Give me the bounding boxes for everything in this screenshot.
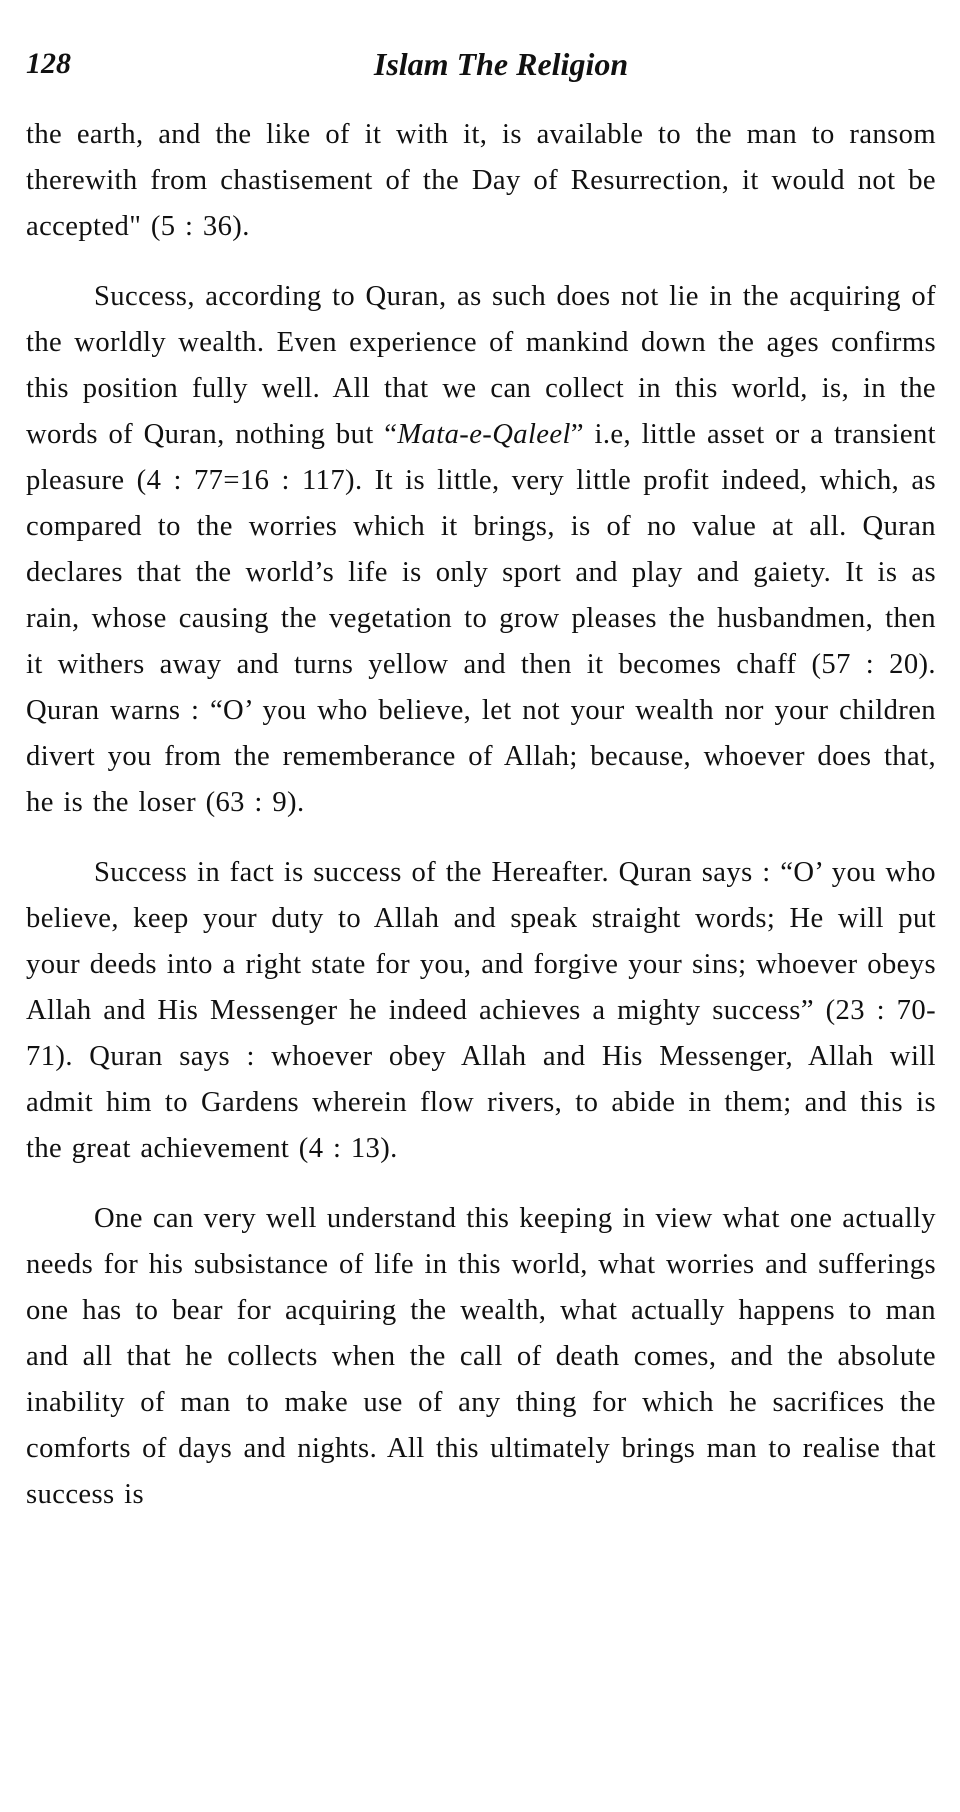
paragraph-success-hereafter: Success in fact is success of the Hereafter. Quran says : “O’ you who believe, keep your duty to Allah and speak straight words; He will put your deeds into a right state for you, and forgive your sins; whoever obeys Allah and His Messenger he indeed achieves a mighty success” (23 : 70-71). Quran says : whoever obey Allah and His Messenger, Allah will admit him to Gardens wherein flow rivers, to abide in them; and this is the great achievement (4 : 13). xyxy=(26,857,936,1164)
paragraph-text-before-italic: Success, according to Quran, as such does not lie in the acquiring of the worldly wealth. Even experience of mankind down the ages confirms this position fully well. All that we can collect in this world, is, in the words of Quran, nothing but “ xyxy=(26,281,936,450)
running-title: Islam The Religion xyxy=(373,46,629,82)
paragraph-success-worldly-wealth xyxy=(26,274,936,826)
body-text xyxy=(26,112,936,1518)
paragraph-text-after-italic: ” i.e, little asset or a transient pleasure (4 : 77=16 : 117). It is little, very little profit indeed, which, as compared to the worries which it brings, is of no value at all. Quran declares that the world’s life is only sport and play and gaiety. It is as rain, whose causing the vegetation to grow pleases the husbandmen, then it withers away and turns yellow and then it becomes chaff (57 : 20). Quran warns : “O’ you who believe, let not your wealth nor your children divert you from the rememberance of Allah; because, whoever does that, he is the loser (63 : 9). xyxy=(26,419,936,818)
paragraph-understanding: One can very well understand this keeping in view what one actually needs for his subsistance of life in this world, what worries and sufferings one has to bear for acquiring the wealth, what actually happens to man and all that he collects when the call of death comes, and the absolute inability of man to make use of any thing for which he sacrifices the comforts of days and nights. All this ultimately brings man to realise that success is xyxy=(26,1203,936,1510)
paragraph-continued: the earth, and the like of it with it, is available to the man to ransom therewith from chastisement of the Day of Resurrection, it would not be accepted" (5 : 36). xyxy=(26,119,936,242)
italic-term-mata-e-qaleel: Mata-e-Qaleel xyxy=(397,419,571,450)
page-header xyxy=(26,42,936,86)
page-number: 128 xyxy=(26,47,71,80)
